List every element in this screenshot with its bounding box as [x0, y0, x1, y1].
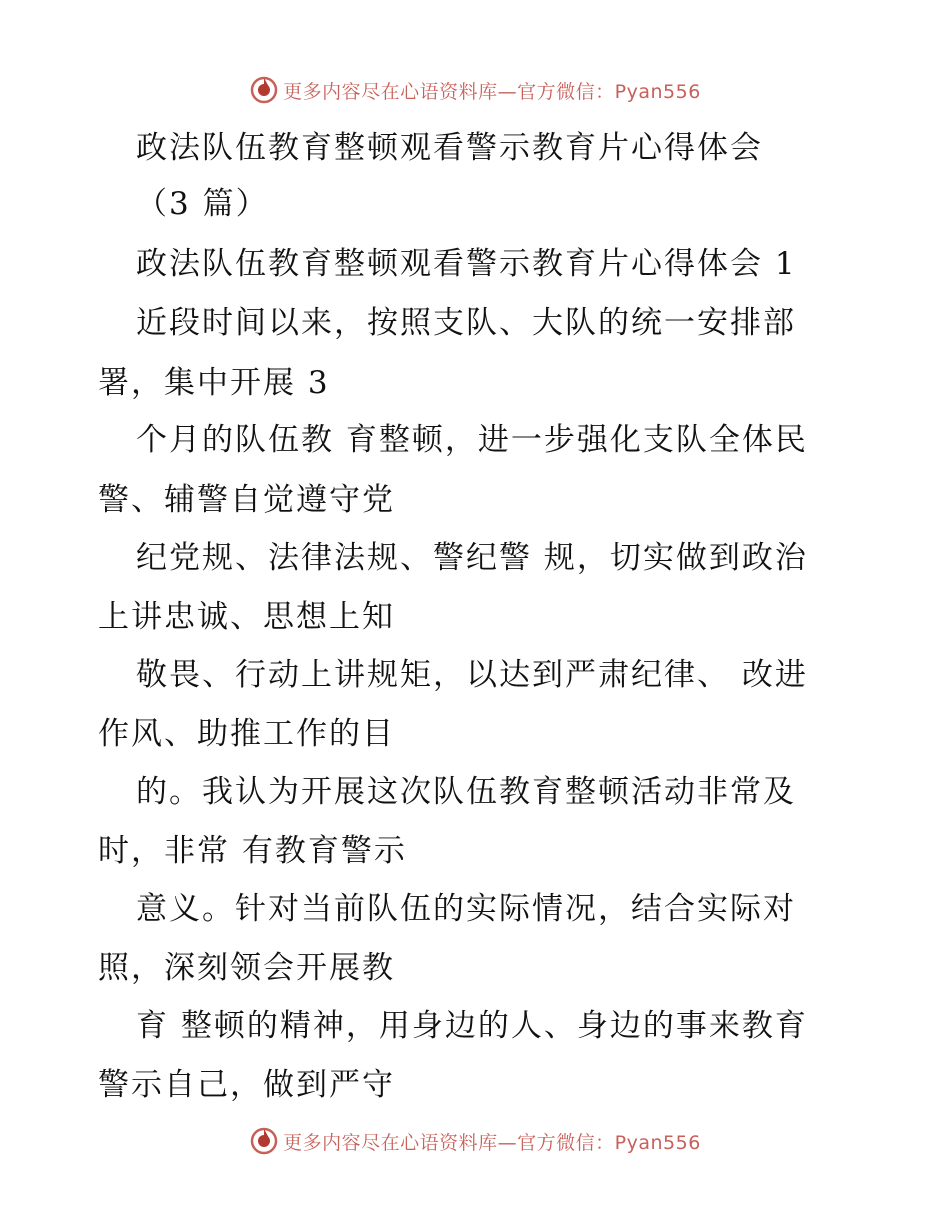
document-title-count: （3 篇）: [136, 186, 269, 222]
header-banner-text: 更多内容尽在心语资料库—官方微信：Pyan556: [283, 80, 701, 103]
body-line: 意义。针对当前队伍的实际情况，结合实际对: [136, 891, 796, 927]
footer-banner: [0, 1121, 950, 1161]
body-line: 上讲忠诚、思想上知: [98, 599, 395, 635]
body-line: 署，集中开展 3: [98, 365, 330, 401]
body-line: 警、辅警自觉遵守党: [98, 482, 395, 518]
body-line: 照，深刻领会开展教: [98, 950, 395, 986]
body-line: 敬畏、行动上讲规矩，以达到严肃纪律、 改进: [136, 657, 808, 693]
body-line: 作风、助推工作的目: [98, 716, 395, 752]
footer-banner-text: 更多内容尽在心语资料库—官方微信：Pyan556: [283, 1131, 701, 1154]
brand-logo-icon: [249, 75, 279, 105]
body-line: 个月的队伍教 育整顿，进一步强化支队全体民: [136, 422, 808, 458]
body-line: 育 整顿的精神，用身边的人、身边的事来教育: [136, 1008, 808, 1044]
body-line: 近段时间以来，按照支队、大队的统一安排部: [136, 305, 796, 341]
header-banner: [0, 70, 950, 110]
body-line: 的。我认为开展这次队伍教育整顿活动非常及: [136, 774, 796, 810]
body-line: 警示自己，做到严守: [98, 1067, 395, 1103]
section-heading: 政法队伍教育整顿观看警示教育片心得体会 1: [136, 246, 797, 282]
document-title: 政法队伍教育整顿观看警示教育片心得体会: [136, 130, 763, 166]
brand-logo-icon: [249, 1126, 279, 1156]
body-line: 纪党规、法律法规、警纪警 规，切实做到政治: [136, 540, 808, 576]
body-line: 时，非常 有教育警示: [98, 833, 407, 869]
